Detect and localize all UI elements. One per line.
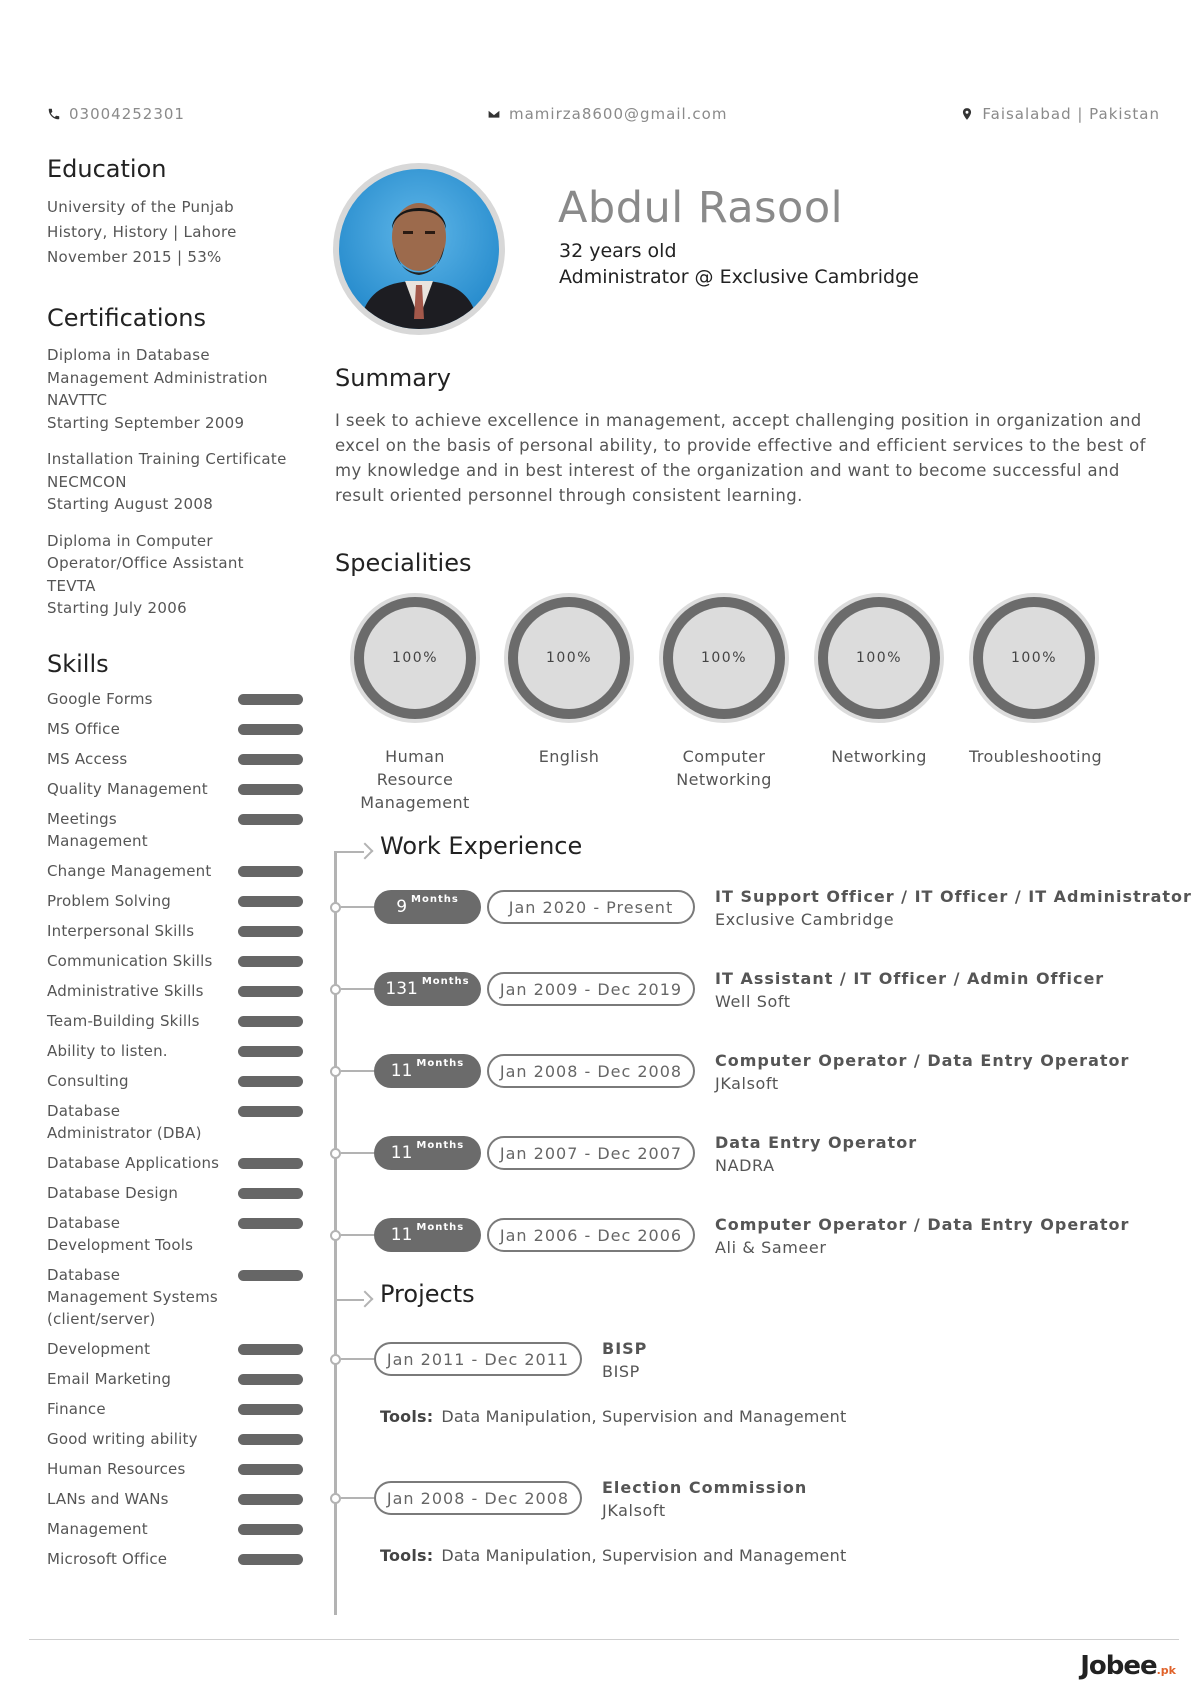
projects-title: Projects bbox=[380, 1280, 475, 1308]
job-title: IT Assistant / IT Officer / Admin Officer bbox=[715, 969, 1105, 988]
skill-level-bar bbox=[238, 956, 303, 967]
skill-name: Database Management Systems (client/server) bbox=[47, 1265, 218, 1328]
skill-level-bar bbox=[238, 724, 303, 735]
skill-name: Problem Solving bbox=[47, 891, 172, 910]
skill-level-bar bbox=[238, 1524, 303, 1535]
specialities-title: Specialities bbox=[335, 549, 472, 577]
map-pin-icon bbox=[960, 107, 974, 121]
date-range: Jan 2020 - Present bbox=[487, 890, 695, 924]
education-field: History, History | Lahore bbox=[47, 223, 237, 241]
work-item bbox=[330, 969, 1180, 1029]
duration-badge bbox=[374, 890, 481, 924]
skill-level-bar bbox=[238, 814, 303, 825]
contact-email bbox=[487, 104, 727, 124]
speciality-value: 100% bbox=[364, 607, 466, 709]
skill-level-bar bbox=[238, 1076, 303, 1087]
project-title: BISP bbox=[602, 1339, 648, 1358]
timeline-dot bbox=[330, 902, 341, 913]
skill-level-bar bbox=[238, 1554, 303, 1565]
skill-level-bar bbox=[238, 1270, 303, 1281]
skill-item bbox=[47, 718, 303, 740]
skill-item bbox=[47, 1212, 303, 1256]
job-title: Computer Operator / Data Entry Operator bbox=[715, 1051, 1130, 1070]
skill-item bbox=[47, 1264, 303, 1330]
certification-item bbox=[47, 448, 303, 516]
skill-name: Interpersonal Skills bbox=[47, 921, 195, 940]
certification-item bbox=[47, 530, 303, 620]
skill-name: MS Access bbox=[47, 749, 128, 768]
skill-name: Database Design bbox=[47, 1183, 179, 1202]
skill-name: MS Office bbox=[47, 719, 121, 738]
duration-months: 11 bbox=[390, 1061, 413, 1081]
speciality-ring bbox=[350, 593, 480, 723]
skill-level-bar bbox=[238, 926, 303, 937]
skill-item bbox=[47, 860, 303, 882]
timeline-dot bbox=[330, 1148, 341, 1159]
date-range: Jan 2006 - Dec 2006 bbox=[487, 1218, 695, 1252]
skill-level-bar bbox=[238, 1344, 303, 1355]
skill-name: Team-Building Skills bbox=[47, 1011, 200, 1030]
timeline-dot bbox=[330, 1230, 341, 1241]
certification-issuer: TEVTA bbox=[47, 576, 96, 595]
skill-level-bar bbox=[238, 1494, 303, 1505]
brand-logo[interactable] bbox=[1080, 1651, 1176, 1681]
job-title: IT Support Officer / IT Officer / IT Administrator bbox=[715, 887, 1192, 906]
timeline-dot bbox=[330, 984, 341, 995]
skill-level-bar bbox=[238, 1434, 303, 1445]
speciality-label: Networking bbox=[831, 747, 927, 766]
project-org: JKalsoft bbox=[602, 1501, 666, 1520]
speciality-label: Troubleshooting bbox=[969, 747, 1103, 766]
candidate-role: Administrator @ Exclusive Cambridge bbox=[559, 266, 919, 288]
work-item bbox=[330, 1051, 1180, 1111]
brand-name: Jobee bbox=[1080, 1651, 1157, 1681]
education-block bbox=[47, 195, 303, 270]
project-tools bbox=[380, 1546, 846, 1565]
date-range: Jan 2008 - Dec 2008 bbox=[374, 1481, 582, 1515]
duration-months: 9 bbox=[396, 897, 408, 917]
brand-suffix: .pk bbox=[1156, 1664, 1176, 1677]
skills-list bbox=[47, 688, 303, 1570]
skill-name: Communication Skills bbox=[47, 951, 213, 970]
speciality-label: English bbox=[538, 747, 600, 766]
speciality-item bbox=[504, 593, 634, 768]
speciality-ring bbox=[814, 593, 944, 723]
work-experience-title: Work Experience bbox=[380, 832, 583, 860]
speciality-item bbox=[969, 593, 1103, 768]
skill-name: Database Applications bbox=[47, 1153, 220, 1172]
skill-name: Change Management bbox=[47, 861, 212, 880]
date-range: Jan 2009 - Dec 2019 bbox=[487, 972, 695, 1006]
duration-unit: Months bbox=[411, 893, 459, 905]
skill-item bbox=[47, 1338, 303, 1360]
skill-item bbox=[47, 1548, 303, 1570]
skill-level-bar bbox=[238, 896, 303, 907]
speciality-value: 100% bbox=[828, 607, 930, 709]
skill-item bbox=[47, 1040, 303, 1062]
phone-icon bbox=[47, 107, 61, 121]
skill-name: Human Resources bbox=[47, 1459, 186, 1478]
project-item bbox=[330, 1478, 1180, 1598]
skill-item bbox=[47, 1010, 303, 1032]
avatar bbox=[339, 169, 499, 329]
speciality-ring bbox=[504, 593, 634, 723]
speciality-label: Human Resource Management bbox=[360, 747, 470, 812]
skill-name: Database Administrator (DBA) bbox=[47, 1101, 202, 1142]
duration-unit: Months bbox=[416, 1139, 465, 1151]
date-range: Jan 2011 - Dec 2011 bbox=[374, 1342, 582, 1376]
contact-phone bbox=[47, 104, 185, 124]
skill-level-bar bbox=[238, 1158, 303, 1169]
skill-name: LANs and WANs bbox=[47, 1489, 169, 1508]
project-title: Election Commission bbox=[602, 1478, 808, 1497]
speciality-value: 100% bbox=[518, 607, 620, 709]
envelope-icon bbox=[487, 107, 501, 121]
duration-badge bbox=[374, 972, 481, 1006]
job-company: Ali & Sameer bbox=[715, 1238, 827, 1257]
skill-name: Meetings Management bbox=[47, 809, 148, 850]
skill-item bbox=[47, 808, 303, 852]
duration-badge bbox=[374, 1136, 481, 1170]
skill-name: Quality Management bbox=[47, 779, 208, 798]
duration-unit: Months bbox=[416, 1057, 465, 1069]
skill-name: Good writing ability bbox=[47, 1429, 198, 1448]
skill-item bbox=[47, 1398, 303, 1420]
project-item bbox=[330, 1339, 1180, 1459]
work-item bbox=[330, 887, 1192, 947]
certification-name: Installation Training Certificate bbox=[47, 450, 287, 468]
skill-item bbox=[47, 1458, 303, 1480]
certification-issuer: NECMCON bbox=[47, 472, 127, 491]
timeline-dot bbox=[330, 1066, 341, 1077]
phone-number: 03004252301 bbox=[69, 105, 185, 123]
job-company: NADRA bbox=[715, 1156, 775, 1175]
skill-item bbox=[47, 890, 303, 912]
skill-name: Management bbox=[47, 1519, 148, 1538]
skill-name: Database Development Tools bbox=[47, 1213, 194, 1254]
candidate-name: Abdul Rasool bbox=[558, 183, 844, 233]
certification-date: Starting August 2008 bbox=[47, 495, 214, 513]
footer-divider bbox=[29, 1639, 1179, 1640]
timeline-dot bbox=[330, 1493, 341, 1504]
duration-unit: Months bbox=[421, 975, 470, 987]
duration-badge bbox=[374, 1054, 481, 1088]
summary-text: I seek to achieve excellence in management, accept challenging position in organization and excel on the basis of personal ability, to provide effective and efficient services to the best of my knowledge and in best interest of the organization and want to become successful and result oriented personnel through consistent learning. bbox=[335, 411, 1146, 505]
skill-level-bar bbox=[238, 694, 303, 705]
skill-level-bar bbox=[238, 1046, 303, 1057]
duration-badge bbox=[374, 1218, 481, 1252]
skill-level-bar bbox=[238, 1404, 303, 1415]
skill-name: Google Forms bbox=[47, 689, 153, 708]
profile-photo bbox=[333, 163, 505, 335]
speciality-value: 100% bbox=[983, 607, 1085, 709]
duration-months: 131 bbox=[385, 979, 418, 999]
speciality-item bbox=[814, 593, 944, 768]
person-portrait-icon bbox=[339, 169, 499, 329]
skill-name: Consulting bbox=[47, 1071, 129, 1090]
job-title: Computer Operator / Data Entry Operator bbox=[715, 1215, 1130, 1234]
speciality-ring bbox=[969, 593, 1099, 723]
contact-location bbox=[960, 104, 1160, 124]
skill-level-bar bbox=[238, 986, 303, 997]
skill-item bbox=[47, 1152, 303, 1174]
work-item bbox=[330, 1215, 1180, 1275]
email-address: mamirza8600@gmail.com bbox=[509, 105, 728, 123]
certification-name: Diploma in Database Management Administration bbox=[47, 346, 268, 387]
skill-item bbox=[47, 1428, 303, 1450]
skill-level-bar bbox=[238, 1106, 303, 1117]
skill-level-bar bbox=[238, 866, 303, 877]
certification-date: Starting September 2009 bbox=[47, 413, 245, 432]
skill-name: Development bbox=[47, 1339, 151, 1358]
duration-months: 11 bbox=[390, 1143, 413, 1163]
skill-item bbox=[47, 748, 303, 770]
candidate-age: 32 years old bbox=[559, 240, 677, 262]
skill-level-bar bbox=[238, 1464, 303, 1475]
skill-item bbox=[47, 1368, 303, 1390]
certification-issuer: NAVTTC bbox=[47, 391, 108, 409]
speciality-label: Computer Networking bbox=[676, 747, 772, 789]
education-date: November 2015 | 53% bbox=[47, 248, 222, 266]
skill-name: Email Marketing bbox=[47, 1369, 172, 1388]
job-title: Data Entry Operator bbox=[715, 1133, 918, 1152]
skill-item bbox=[47, 1100, 303, 1144]
left-column bbox=[47, 155, 303, 1578]
skill-level-bar bbox=[238, 1188, 303, 1199]
skills-title: Skills bbox=[47, 649, 109, 678]
location-text: Faisalabad | Pakistan bbox=[982, 105, 1160, 123]
arrow-right-icon bbox=[334, 1290, 370, 1310]
date-range: Jan 2007 - Dec 2007 bbox=[487, 1136, 695, 1170]
job-company: Well Soft bbox=[715, 992, 791, 1011]
skill-level-bar bbox=[238, 1016, 303, 1027]
skill-name: Finance bbox=[47, 1399, 106, 1418]
skill-level-bar bbox=[238, 754, 303, 765]
skill-item bbox=[47, 1488, 303, 1510]
skill-level-bar bbox=[238, 1218, 303, 1229]
speciality-item bbox=[659, 593, 789, 791]
skill-item bbox=[47, 920, 303, 942]
skill-item bbox=[47, 688, 303, 710]
skill-item bbox=[47, 980, 303, 1002]
skill-item bbox=[47, 1182, 303, 1204]
summary-title: Summary bbox=[335, 364, 451, 392]
specialities-list bbox=[350, 593, 1110, 813]
skill-item bbox=[47, 950, 303, 972]
timeline-dot bbox=[330, 1354, 341, 1365]
skill-name: Microsoft Office bbox=[47, 1549, 168, 1568]
skill-name: Ability to listen. bbox=[47, 1041, 168, 1060]
project-org: BISP bbox=[602, 1362, 640, 1381]
job-company: JKalsoft bbox=[715, 1074, 779, 1093]
speciality-ring bbox=[659, 593, 789, 723]
education-school: University of the Punjab bbox=[47, 198, 234, 216]
certification-item bbox=[47, 344, 303, 434]
duration-months: 11 bbox=[390, 1225, 413, 1245]
job-company: Exclusive Cambridge bbox=[715, 910, 895, 929]
certification-name: Diploma in Computer Operator/Office Assistant bbox=[47, 531, 244, 572]
duration-unit: Months bbox=[416, 1221, 465, 1233]
speciality-item bbox=[350, 593, 480, 814]
project-tools bbox=[380, 1407, 846, 1426]
skill-level-bar bbox=[238, 784, 303, 795]
date-range: Jan 2008 - Dec 2008 bbox=[487, 1054, 695, 1088]
skill-item bbox=[47, 1070, 303, 1092]
certifications-title: Certifications bbox=[47, 304, 206, 332]
tools-label: Tools: bbox=[380, 1407, 434, 1426]
certification-date: Starting July 2006 bbox=[47, 599, 187, 617]
skill-item bbox=[47, 778, 303, 800]
skill-name: Administrative Skills bbox=[47, 981, 204, 1000]
tools-text: Data Manipulation, Supervision and Management bbox=[441, 1407, 847, 1426]
work-item bbox=[330, 1133, 1180, 1193]
speciality-value: 100% bbox=[673, 607, 775, 709]
tools-text: Data Manipulation, Supervision and Management bbox=[441, 1546, 847, 1565]
tools-label: Tools: bbox=[380, 1546, 434, 1565]
skill-level-bar bbox=[238, 1374, 303, 1385]
arrow-right-icon bbox=[334, 842, 370, 862]
education-title: Education bbox=[47, 155, 167, 183]
skill-item bbox=[47, 1518, 303, 1540]
